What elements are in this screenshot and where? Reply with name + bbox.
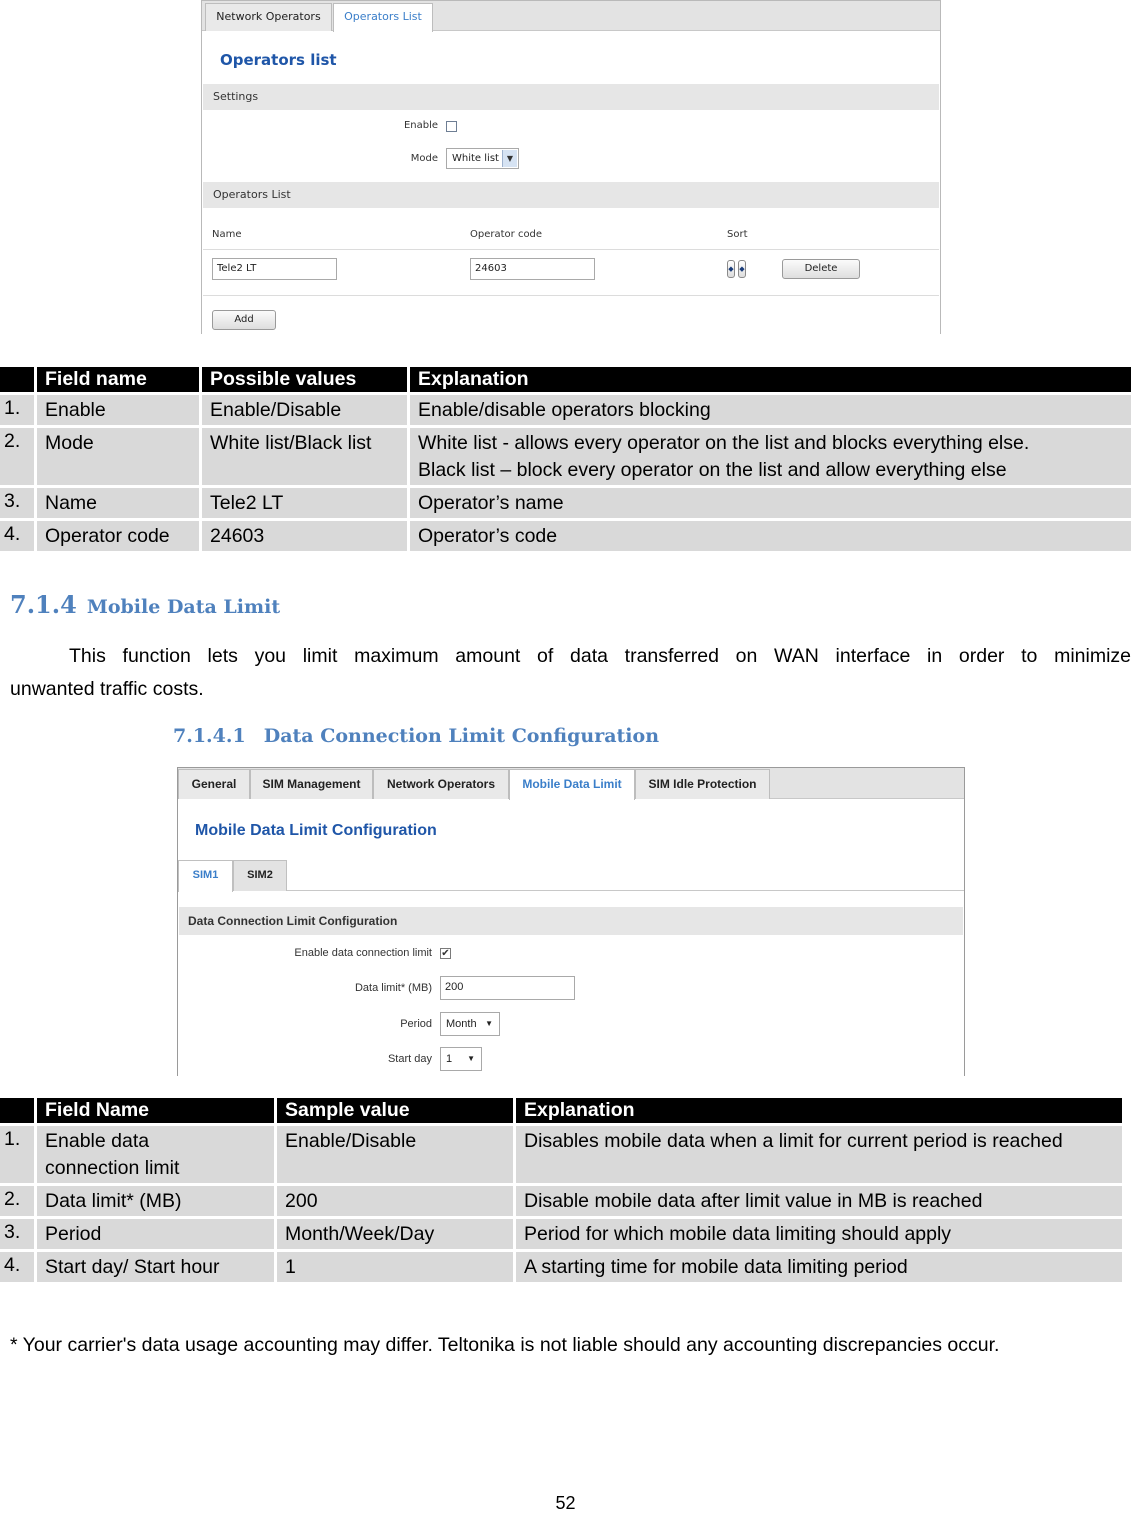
- table-cell: Name: [37, 488, 199, 518]
- table-cell: Disable mobile data after limit value in MB is reached: [516, 1186, 1122, 1216]
- section-heading: [10, 590, 280, 619]
- tab-bar: [202, 1, 940, 31]
- table-header-row: [0, 1098, 1122, 1123]
- tab-sim1[interactable]: SIM1: [178, 860, 233, 892]
- table-cell: Enable: [37, 395, 199, 425]
- table-cell: 1: [277, 1252, 513, 1282]
- page-title: Operators list: [220, 51, 337, 69]
- period-select[interactable]: [440, 1012, 500, 1036]
- table-row: [0, 1219, 1122, 1249]
- table-header: Explanation: [410, 367, 1131, 392]
- table-header: Sample value: [277, 1098, 513, 1123]
- enable-data-limit-label: Enable data connection limit: [294, 947, 432, 959]
- table-cell: 200: [277, 1186, 513, 1216]
- operators-list-section-header: Operators List: [203, 182, 939, 208]
- start-day-select[interactable]: [440, 1047, 482, 1071]
- table-cell: [410, 395, 1131, 425]
- enable-label: Enable: [403, 120, 438, 131]
- tab-mobile-data-limit[interactable]: Mobile Data Limit: [509, 769, 635, 800]
- table-cell: 24603: [202, 521, 407, 551]
- table-cell: Mode: [37, 428, 199, 485]
- table-cell: Month/Week/Day: [277, 1219, 513, 1249]
- table-header-row: [0, 367, 1131, 392]
- table-cell: 2.: [0, 428, 34, 485]
- sort-up-button[interactable]: ◆: [727, 260, 735, 278]
- divider: [203, 249, 939, 250]
- table-cell: Data limit* (MB): [37, 1186, 274, 1216]
- column-header-sort: Sort: [727, 229, 748, 240]
- tab-sim-idle-protection[interactable]: SIM Idle Protection: [635, 769, 770, 799]
- table-row: [0, 428, 1131, 485]
- chevron-down-icon: ▼: [485, 1019, 493, 1028]
- enable-data-limit-checkbox[interactable]: ✔: [441, 948, 450, 959]
- table-cell: Period: [37, 1219, 274, 1249]
- period-select-value: Month: [446, 1018, 477, 1030]
- start-day-select-value: 1: [446, 1053, 453, 1065]
- table-header: Explanation: [516, 1098, 1122, 1123]
- table-cell: 3.: [0, 1219, 34, 1249]
- table-cell: [37, 1126, 274, 1183]
- chevron-down-icon: ▼: [502, 150, 517, 167]
- data-limit-fields-table: [0, 1095, 1125, 1285]
- operators-fields-table: [0, 364, 1131, 554]
- cell-text: Enable data: [45, 1130, 150, 1152]
- paragraph-line: This function lets you limit maximum amount of data transferred on WAN interface in order to minimize: [69, 645, 1131, 667]
- tab-bar: [178, 768, 964, 799]
- table-cell: Operator’s name: [410, 488, 1131, 518]
- sim-tab-bar: [178, 860, 964, 891]
- start-day-label: Start day: [387, 1053, 432, 1065]
- table-cell: Tele2 LT: [202, 488, 407, 518]
- section-number: 7.1.4: [10, 590, 77, 619]
- add-button[interactable]: Add: [212, 310, 276, 330]
- column-header-operator-code: Operator code: [470, 229, 543, 240]
- table-cell: White list/Black list: [202, 428, 407, 485]
- column-header-name: Name: [212, 229, 242, 240]
- table-header-number: [0, 1098, 34, 1123]
- paragraph-line: unwanted traffic costs.: [10, 678, 204, 700]
- cell-text: connection limit: [45, 1157, 180, 1179]
- table-cell: 1.: [0, 395, 34, 425]
- table-cell: Period for which mobile data limiting should apply: [516, 1219, 1122, 1249]
- mode-label: Mode: [410, 153, 438, 164]
- operator-code-input[interactable]: 24603: [470, 258, 595, 280]
- delete-button[interactable]: Delete: [782, 259, 860, 279]
- table-header-number: [0, 367, 34, 392]
- cell-text: Black list – block every operator on the list and allow everything else: [418, 459, 1007, 481]
- settings-section-header: Settings: [203, 84, 939, 110]
- mode-select-value: White list: [452, 153, 499, 164]
- table-cell: [410, 428, 1131, 485]
- table-row: [0, 1186, 1122, 1216]
- table-cell: 3.: [0, 488, 34, 518]
- subsection-heading: [173, 725, 659, 747]
- tab-sim-management[interactable]: SIM Management: [250, 769, 373, 799]
- table-cell: Start day/ Start hour: [37, 1252, 274, 1282]
- section-paragraph: [10, 640, 1131, 706]
- period-label: Period: [400, 1018, 432, 1030]
- subsection-title: Data Connection Limit Configuration: [263, 725, 660, 747]
- table-cell: Disables mobile data when a limit for current period is reached: [516, 1126, 1122, 1183]
- operator-name-input[interactable]: Tele2 LT: [212, 258, 337, 280]
- section-header: Data Connection Limit Configuration: [179, 907, 963, 935]
- table-cell: 4.: [0, 1252, 34, 1282]
- table-cell: Operator’s code: [410, 521, 1131, 551]
- table-row: [0, 1252, 1122, 1282]
- tab-network-operators[interactable]: Network Operators: [205, 3, 332, 31]
- table-header: Possible values: [202, 367, 407, 392]
- divider: [203, 295, 939, 296]
- page-title: Mobile Data Limit Configuration: [195, 822, 437, 839]
- table-cell: Enable/Disable: [277, 1126, 513, 1183]
- section-title: Mobile Data Limit: [86, 596, 281, 618]
- tab-general[interactable]: General: [178, 769, 250, 799]
- mobile-data-limit-screenshot: [177, 767, 965, 1076]
- table-cell: 1.: [0, 1126, 34, 1183]
- chevron-down-icon: ▼: [467, 1054, 475, 1063]
- sort-down-button[interactable]: ◆: [738, 260, 746, 278]
- table-cell: 4.: [0, 521, 34, 551]
- table-row: [0, 1126, 1122, 1183]
- subsection-number: 7.1.4.1: [173, 725, 246, 747]
- tab-operators-list[interactable]: Operators List: [333, 3, 433, 32]
- table-cell: Operator code: [37, 521, 199, 551]
- table-header: Field Name: [37, 1098, 274, 1123]
- footnote: * Your carrier's data usage accounting may differ. Teltonika is not liable should any accounting discrepancies occur.: [10, 1334, 1000, 1356]
- cell-text: Enable/disable operators blocking: [418, 399, 711, 421]
- enable-checkbox[interactable]: [446, 121, 457, 132]
- data-limit-input[interactable]: 200: [440, 976, 575, 1000]
- table-row: [0, 521, 1131, 551]
- cell-text: White list - allows every operator on the list and blocks everything else.: [418, 432, 1030, 454]
- table-cell: Enable/Disable: [202, 395, 407, 425]
- table-cell: 2.: [0, 1186, 34, 1216]
- table-row: [0, 488, 1131, 518]
- table-header: Field name: [37, 367, 199, 392]
- table-row: [0, 395, 1131, 425]
- table-cell: A starting time for mobile data limiting period: [516, 1252, 1122, 1282]
- tab-sim2[interactable]: SIM2: [233, 860, 287, 891]
- page-number: 52: [555, 1493, 576, 1513]
- data-limit-label: Data limit* (MB): [354, 982, 432, 994]
- operators-list-screenshot: [201, 0, 941, 334]
- tab-network-operators[interactable]: Network Operators: [373, 769, 509, 799]
- mode-select[interactable]: [446, 148, 519, 169]
